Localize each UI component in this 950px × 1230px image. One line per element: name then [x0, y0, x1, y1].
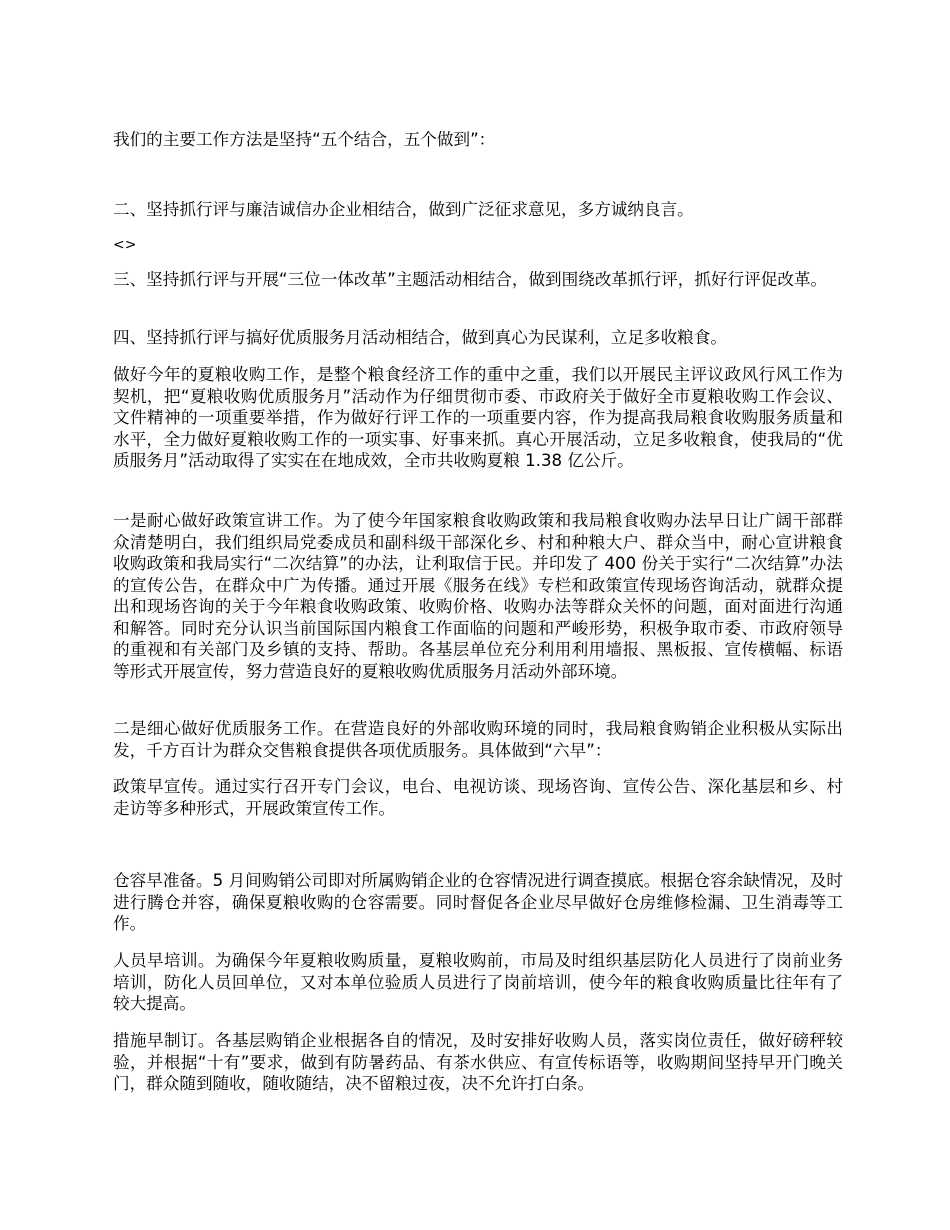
placeholder-marker: <> — [113, 237, 137, 253]
intro-paragraph: 我们的主要工作方法是坚持“五个结合，五个做到”： — [113, 130, 496, 149]
early-storage-paragraph: 仓容早准备。5 月间购销公司即对所属购销企业的仓容情况进行调查摸底。根据仓容余缺情况，及时进行腾仓并容，确保夏粮收购的仓容需要。同时督促各企业尽早做好仓房维修检漏、卫生消毒等工作。 — [113, 871, 843, 933]
quality-service-paragraph: 二是细心做好优质服务工作。在营造良好的外部收购环境的同时，我局粮食购销企业积极从实际出发，千方百计为群众交售粮食提供各项优质服务。具体做到“六早”： — [113, 719, 843, 760]
point-four-paragraph: 四、坚持抓行评与搞好优质服务月活动相结合，做到真心为民谋利，立足多收粮食。 — [113, 328, 727, 347]
policy-publicity-paragraph: 一是耐心做好政策宣讲工作。为了使今年国家粮食收购政策和我局粮食收购办法早日让广阔干部群众清楚明白，我们组织局党委成员和副科级干部深化乡、村和种粮大户、群众当中，耐心宣讲粮食收购政策和我局实行“二次结算”的办法，让利取信于民。并印发了 400 份关于实行“二次结算”办法的宣传公告，在群众中广为传播。通过开展《服务在线》专栏和政策宣传现场咨询活动，就群众提出和现场咨询的关于今年粮食收购政策、收购价格、收购办法等群众关怀的问题，面对面进行沟通和解答。同时充分认识当前国际国内粮食工作面临的问题和严峻形势，积极争取市委、市政府领导的重视和有关部门及乡镇的支持、帮助。各基层单位充分利用利用墙报、黑板报、宣传横幅、标语等形式开展宣传，努力营造良好的夏粮收购优质服务月活动外部环境。 — [113, 511, 843, 681]
early-training-paragraph: 人员早培训。为确保今年夏粮收购质量，夏粮收购前，市局及时组织基层防化人员进行了岗前业务培训，防化人员回单位，又对本单位验质人员进行了岗前培训，使今年的粮食收购质量比往年有了较大提高。 — [113, 951, 843, 1013]
early-publicity-paragraph: 政策早宣传。通过实行召开专门会议，电台、电视访谈、现场咨询、宣传公告、深化基层和乡、村走访等多种形式，开展政策宣传工作。 — [113, 777, 843, 818]
early-measures-paragraph: 措施早制订。各基层购销企业根据各自的情况，及时安排好收购人员，落实岗位责任，做好磅秤较验，并根据“十有”要求，做到有防暑药品、有茶水供应、有宣传标语等，收购期间坚持早开门晚关门，群众随到随收，随收随结，决不留粮过夜，决不允许打白条。 — [113, 1031, 843, 1093]
point-two-paragraph: 二、坚持抓行评与廉洁诚信办企业相结合，做到广泛征求意见，多方诚纳良言。 — [113, 200, 694, 219]
point-three-paragraph: 三、坚持抓行评与开展“三位一体改革”主题活动相结合，做到围绕改革抓行评，抓好行评促改革。 — [113, 270, 828, 289]
summer-grain-paragraph: 做好今年的夏粮收购工作，是整个粮食经济工作的重中之重，我们以开展民主评议政风行风工作为契机，把“夏粮收购优质服务月”活动作为仔细贯彻市委、市政府关于做好全市夏粮收购工作会议、文件精神的一项重要举措，作为做好行评工作的一项重要内容，作为提高我局粮食收购服务质量和水平，全力做好夏粮收购工作的一项实事、好事来抓。真心开展活动，立足多收粮食，使我局的“优质服务月”活动取得了实实在在地成效，全市共收购夏粮 1.38 亿公斤。 — [113, 365, 843, 470]
